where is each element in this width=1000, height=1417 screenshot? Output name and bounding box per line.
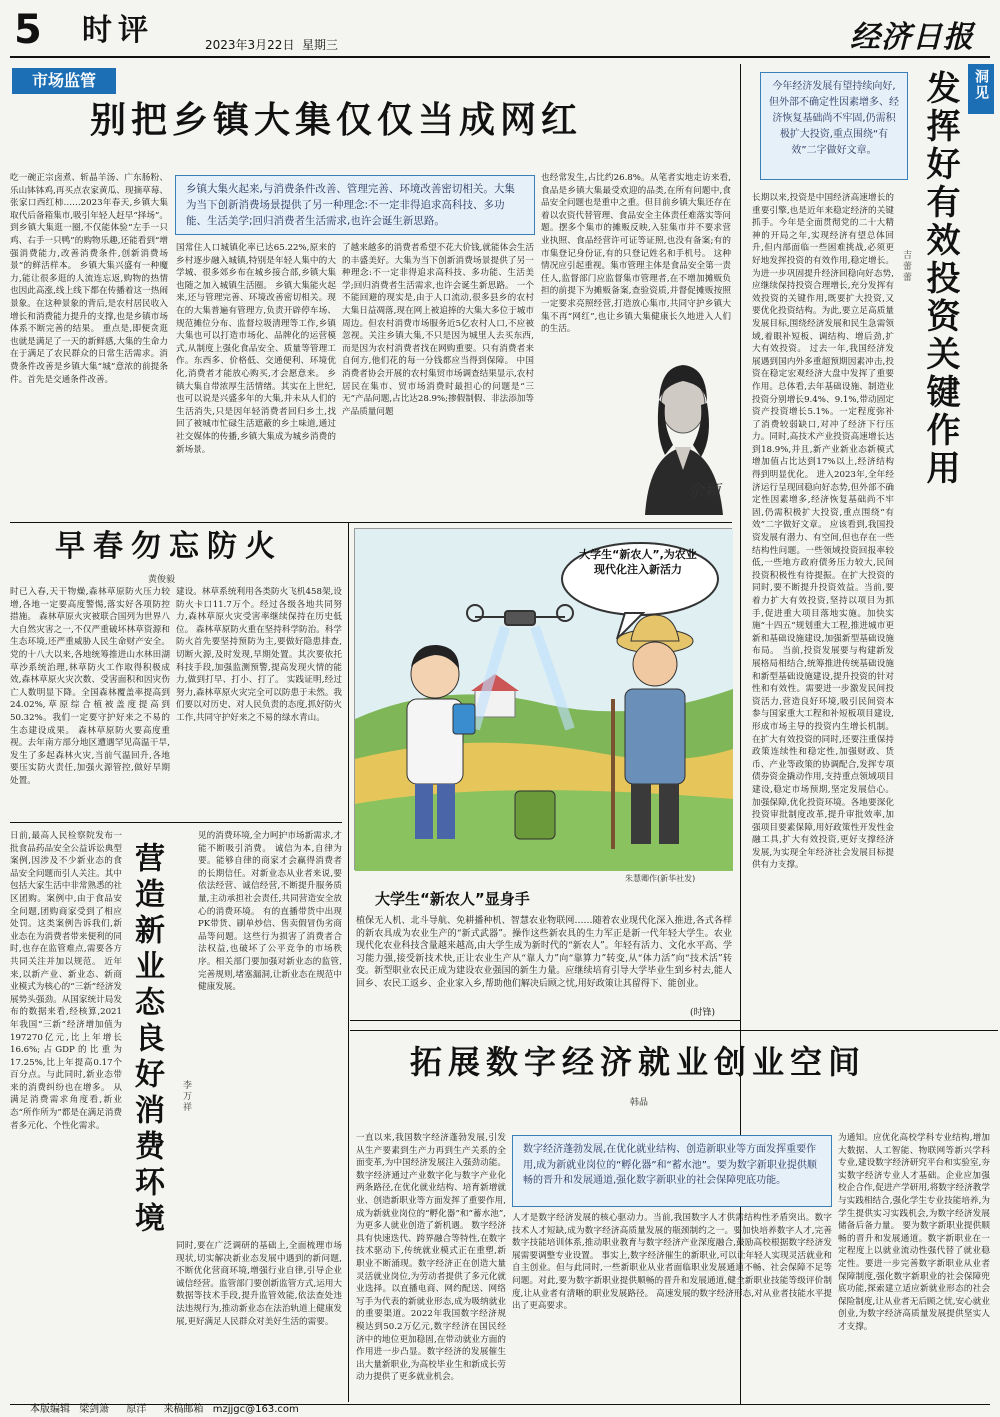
footer-editor: 梁剑箫 (79, 1404, 110, 1415)
article4-author: 韩晶 (630, 1098, 649, 1108)
cartoon-title: 大学生“新农人”显身手 (375, 890, 530, 908)
article4-summary-box (512, 1135, 832, 1207)
article2-col2: 建设。林草系统利用各类防火飞机458架,设防火卡口11.7万个。经过各级各地共同努力,森林草原火灾受害率继续保持在历史低位。 森林草原防火重在坚持科学防治。科学防火首先要坚持预防为主,要做好隐患排查,切断火源,及时发现,早期处置。其次要依托科技手段,加强监测预警,提高发现火情的能力,做到打早、打小、打了。 实践证明,经过努力,森林草原火灾完全可以防患于未然。我们要以对历史、对人民负责的态度,抓好防火工作,共同守护好来之不易的绿水青山。 (176, 587, 343, 723)
article1-col3: 了越来越多的消费者希望不花大价钱,就能体会生活的丰盛美好。大集为当下创新消费场景提供了另一种理念:不一定非得追求高科技、多功能、生活美学;回归消费者生活需求,也许会诞生新思路。 一个不能回避的现实是,由于人口流动,很多县乡的农村大集日益凋落,现在网上被追捧的大集大多位于城市周边。但农村消费市场服务近5亿农村人口,不应被忽视。关注乡镇大集,不只是因为城里人去买东西,而是因为农村消费者找在网购重要。只有消费者来自何方,他们花的每一分钱都应当得到保障。 中国消费者协会开展的农村集贸市场调查结果显示,农村居民在集市、贸市场消费时最担心的问题是“三无”产品问题,占比达28.9%;掺假制假、非法添加等产品质量问题 (342, 243, 535, 417)
article4-col3: 为通知。应优化高校学科专业结构,增加大数据、人工智能、物联网等新兴学科专业,建设数字经济研究平台和实验室,夯实数字经济专业人才基础。企业应加强校企合作,促进产学研用,将数字经济教学与实践相结合,强化学生专业技能培养,为学生提供实习实践机会,为数字经济发展储备后备力量。 要为数字新职业提供顺畅的晋升和发展通道。数字新职业在一定程度上以就业流动性强代替了就业稳定性。要进一步完善数字新职业从业者保障制度,强化数字新职业的社会保障兜底功能,探索建立适应新就业形态的社会保险制度,让从业者无后顾之忧,安心就业创业,为数字经济高质量发展提供坚实人才支撑。 (838, 1133, 990, 1332)
cartoon-caption: 植保无人机、北斗导航、免耕播种机、智慧农业物联网……随着农业现代化深入推进,各式各样的新农具成为农业生产的“新式武器”。操作这些新农具的生力军正是新一代年轻大学生。农业现代化农业科技含量越来越高,由大学生成为新时代的“新农人”。年轻有活力、文化水平高、学习能力强,接受新技术快,正让农业生产从“靠人力”向“靠算力”转变,从“体力活”向“技术活”转变。新型职业农民正成为建设农业强国的新生力量。应继续培育引导大学毕业生到乡村去,能人回乡、农民工返乡、企业家入乡,帮助他们解决后顾之忧,用好政策让其留得下、能创业。 (356, 916, 732, 989)
article1-col2: 国常住人口城镇化率已达65.22%,原来的乡村逐步融入城镇,特别是年轻人集中的大学城、很多郊乡布在城乡接合部,乡镇大集也随之加入城镇生活圈。 乡镇大集能火起来,还与管理完善、环境改善密切相关。现在的大集普遍有管理方,负责开辟停车场、规范摊位分布、监督垃圾清理等工作,乡镇大集也可以打造市场化、品牌化的运营模式,从制度上强化食品安全、质量等管理工作。东西多、价格低、交通便利、环境优化,消费者才能放心购买,才会愿意来。 乡镇大集自带浓厚生活情绪。其实在上世纪,也可以说是兴盛多年的大集,并未从人们的生活消失,只是因年轻消费者回归乡土,找回了被城市忙碌生活遮蔽的乡土味道,通过社交媒体的传播,乡镇大集成为城乡消费的新场景。 (176, 243, 336, 455)
article1-summary: 乡镇大集火起来,与消费条件改善、管理完善、环境改善密切相关。大集为当下创新消费场景提供了另一种理念:不一定非得追求高科技、多功能、生活美学;回归消费者生活需求,也许会诞生新思路。 (186, 183, 515, 227)
article3-col2: 见的消费环境,全力呵护市场新需求,才能不断吸引消费。 诚信为本,自律为要。能够自律的商家才会赢得消费者的长期信任。对新业态从业者来说,要依法经营、诚信经营,不断提升服务质量,主动承担社会责任,共同营造安全放心的消费环境。 有的直播带货中出现PK带货、刷单炒信、售卖假冒伪劣商品等问题。这些行为损害了消费者合法权益,也破坏了公平竞争的市场秩序。相关部门要加强对新业态的监管,完善规则,堵塞漏洞,让新业态在规范中健康发展。 (198, 831, 342, 993)
article1-col1: 吃一碗正宗卤煮、斩晶羊汤、广东肠粉、乐山钵钵鸡,再买点农家黄瓜、现摘草莓、张家口西红柿……2023年春天,乡镇大集取代后备箱集市,吸引年轻人赶早“择场”。到乡镇大集逛一圈,不仅能体验“左手一只鸡、右手一只鸭”的购物乐趣,还能看到“增强消费能力,改善消费条件,创新消费场景”的鲜活样本。 乡镇大集兴盛有一种魔力,能让很多逛的人流连忘返,购物的热情也因此高涨,线上线下都在传播着这一热闹景象。在这种景象的背后,是农村居民收入增长和消费能力提升的支撑,也是乡镇市场体系不断完善的结果。 重点是,即便贪逛也就是满足了一天的新鲜感,大集的生命力在于满足了农民群众的日常生活需求。消费条件改善是乡镇大集“城”意浓的前提条件。首先是交通条件改善。 (10, 173, 168, 385)
sidebar-box-text: 今年经济发展有望持续向好,但外部不确定性因素增多、经济恢复基础尚不牢固,仍需积极扩大投资,重点围绕“有效”二字做好文章。 (769, 81, 899, 156)
page-number: 5 (14, 7, 42, 53)
sidebar-headline: 发挥好有效投资关键作用 (920, 70, 960, 488)
article3-author: 李万祥 (181, 1080, 191, 1113)
sidebar-body: 长期以来,投资是中国经济高速增长的重要引擎,也是近年来稳定经济的关键抓手。今年是全面贯彻党的二十大精神的开局之年,实现经济有望总体回升,但内部面临一些困难挑战,必须更好地发挥投资的有效作用,稳定增长。为进一步巩固提升经济回稳向好态势,应继续保持投资合理增长,充分发挥有效投资的关键作用,既要扩大投资,又要优化投资结构。为此,要立足高质量发展目标,围绕经济发展和民生急需领域,着眼补短板、调结构、增后劲,扩大有效投资。 过去一年,我国经济发展遇到国内外多重超预期因素冲击,投资在稳定宏观经济大盘中发挥了重要作用。总体看,去年基础设施、制造业投资分别增长9.4%、9.1%,带动固定资产投资增长5.1%。一定程度弥补了消费较弱缺口,对冲了经济下行压力。同时,高技术产业投资高速增长达到18.9%,并且,新产业新业态新模式增加值占比达到17%以上,经济结构得到明显优化。 进入2023年,全年经济运行呈现回稳向好态势,但外部不确定性因素增多,经济恢复基础尚不牢固,仍需积极扩大投资,重点围绕“有效”二字做好文章。 应该看到,我国投资发展有潜力、有空间,但也存在一些结构性问题。一些领域投资回报率较低,一些地方政府债务压力较大,民间投资积极性有待提振。在扩大投资的同时,要不断提升投资效益。当前,要着力扩大有效投资,坚持以项目为抓手,促进重大项目落地实施。加快实施“十四五”规划重大工程,推进城市更新和基础设施建设,加强新型基础设施布局。 当前,投资发展要与构建新发展格局相结合,统筹推进传统基础设施和新型基础设施建设,提升投资的针对性和有效性。需要进一步激发民间投资活力,营造良好环境,吸引民间资本参与国家重大工程和补短板项目建设,形成市场主导的投资内生增长机制。 在扩大有效投资的同时,还要注重保持政策连续性和稳定性,加强财政、货币、产业等政策的协调配合,发挥专项债券资金撬动作用,支持重点领域项目建设,稳定市场预期,坚定发展信心。 加强保障,优化投资环境。各地要深化投资审批制度改革,提升审批效率,加强项目要素保障,用好政策性开发性金融工具,扩大有效投资,更好支撑经济发展,为实现全年经济社会发展目标提供有力支撑。 (752, 193, 894, 871)
issue-date: 2023年3月22日 (205, 38, 295, 52)
footer-email[interactable]: mzjjgc@163.com (212, 1404, 299, 1415)
article3-col2b (198, 1068, 342, 1238)
footer-mail-label: 来稿邮箱 (163, 1404, 204, 1415)
article3-col1: 日前,最高人民检察院发布一批食品药品安全公益诉讼典型案例,因涉及不少新业态的食品安全问题而引人关注。其中包括大家生活中非常熟悉的社区团购。案例中,由于食品安全问题,团购商家受到了相应处罚。这类案例告诉我们,新业态在为消费者带来便利的同时,也存在监管难点,需要各方共同关注并加以规范。 近年来,以新产业、新业态、新商业模式为核心的“三新”经济发展势头强劲。从国家统计局发布的数据来看,经核算,2021年我国“三新”经济增加值为197270亿元,比上年增长16.6%;占GDP的比重为17.25%,比上年提高0.17个百分点。与此同时,新业态带来的消费纠纷也在增多。 从满足消费需求角度看,新业态“所作所为”都是在满足消费者多元化、个性化需求。 (10, 831, 122, 1131)
cartoon-image (354, 528, 732, 870)
article2-col1: 时已入春,天干物燥,森林草原防火压力较增,各地一定要高度警惕,落实好各项防控措施。 森林草原火灾被联合国列为世界八大自然灾害之一,不仅严重破坏林草资源和生态环境,还严重威胁人民生命财产安全。党的十八大以来,各地统筹推进山水林田湖草沙系统治理,林草防火工作取得积极成效,森林草原火灾次数、受害面积和因灾伤亡人数明显下降。全国森林覆盖率提高到24.02%,草原综合植被盖度提高到50.32%。我们一定要守护好来之不易的生态建设成果。 森林草原防火要高度重视。去年南方部分地区遭遇罕见高温干旱,发生了多起森林火灾,当前气温回升,各地要压实防火责任,加强火源管控,做好早期处置。 (10, 587, 170, 786)
author-signature: 佘颖 (688, 481, 721, 500)
footer-editor-label: 本版编辑 (30, 1404, 70, 1415)
article1-headline: 别把乡镇大集仅仅当成网红 (90, 100, 583, 141)
article4-summary: 数字经济蓬勃发展,在优化就业结构、创造新职业等方面发挥重要作用,成为新就业岗位的“孵化器”和“蓄水池”。要为数字新职业提供顺畅的晋升和发展通道,强化数字新职业的社会保障兜底功能。 (523, 1144, 817, 1186)
article2-headline: 早春勿忘防火 (55, 529, 283, 564)
article3-headline: 营造新业态良好消费环境 (129, 842, 164, 1238)
article4-headline: 拓展数字经济就业创业空间 (410, 1043, 867, 1081)
article4-col1: 一直以来,我国数字经济蓬勃发展,引发从生产要素到生产力再到生产关系的全面变革,为中国经济发展注入强劲动能。数字经济通过产业数字化与数字产业化两条路径,在优化就业结构、培育新增就业、创造新职业等方面发挥了重要作用,成为新就业岗位的“孵化器”和“蓄水池”,为更多人就业创造了新机遇。 数字经济具有快速迭代、跨界融合等特性,在数字技术驱动下,传统就业模式正在重塑,新职业不断涌现。数字经济正在创造大量灵活就业岗位,为劳动者提供了多元化就业选择。以直播电商、网约配送、网络写手为代表的新就业形态,成为吸纳就业的重要渠道。2022年我国数字经济规模达到50.2万亿元,数字经济在国民经济中的地位更加稳固,在带动就业方面的作用进一步凸显。数字经济的发展催生出大量新职业,为高校毕业生和新成长劳动力提供了更多就业机会。 (356, 1133, 506, 1383)
footer-bar (30, 1404, 299, 1416)
sidebar-body-lower (752, 494, 988, 1054)
issue-weekday: 星期三 (302, 38, 339, 52)
article1-summary-box (175, 175, 535, 235)
paper-logo: 经济日报 (850, 20, 974, 55)
cartoon-credit: 朱慧卿作(新华社发) (625, 874, 696, 883)
footer-proof: 原洋 (126, 1404, 147, 1415)
sidebar-label (968, 64, 994, 114)
article1-col4-cont (541, 340, 631, 520)
section-title: 时评 (82, 13, 154, 48)
article1-col4: 也经常发生,占比约26.8%。从笔者实地走访来看,食品是乡镇大集最受欢迎的品类,在所有问题中,食品安全问题也是重中之重。但目前乡镇大集还存在着以农资代替管理、食品安全主体责任难落实等问题。摆多个集市的摊贩反映,入驻集市并不要求营业执照、食品经营许可证等证照,也没有备案;有的市集登记身份证,有的只登记姓名和手机号。 这种情况应引起重视。集市管理主体是食品安全第一责任人,监督部门应监督集市管理者,在不增加摊贩负担的前提下为摊贩备案,查验资质,并督促摊贩按照一定要求亮照经营,打造放心集市,共同守护乡镇大集不再“网红”,也让乡镇大集健康长久地进入人们的生活。 (541, 173, 731, 335)
article2-author: 黄俊毅 (148, 575, 176, 585)
sidebar-author: 吉蕾蕾 (901, 250, 911, 283)
sidebar-box (760, 72, 908, 180)
sidebar-label-text: 洞见 (973, 69, 989, 101)
caption-author: (时锋) (690, 1008, 716, 1018)
cartoon-bubble-text: 大学生“新农人”,为农业现代化注入新活力 (579, 548, 697, 576)
article3-col3: 同时,要在广泛调研的基础上,全面梳理市场现状,切实解决新业态发展中遇到的新问题,不断优化营商环境,增强行业自律,引导企业诚信经营。监管部门要创新监管方式,运用大数据等技术手段,提升监管效能,依法查处违法违规行为,推动新业态在法治轨道上健康发展,更好满足人民群众对美好生活的需要。 (176, 1241, 343, 1327)
column-tag: 市场监管 (12, 68, 116, 94)
article4-col2: 人才是数字经济发展的核心驱动力。当前,我国数字人才供需结构性矛盾突出。数字技术人才短缺,成为数字经济高质量发展的瓶颈制约之一。要加快培养数字人才,完善数字技能培训体系,推动职业教育与数字经济产业深度融合,鼓励高校根据数字经济发展需要调整专业设置。 事实上,数字经济催生的新职业,可以让年轻人实现灵活就业和自主创业。但与此同时,一些新职业从业者面临职业发展通道不畅、社会保障不足等问题。对此,要为数字新职业提供顺畅的晋升和发展通道,健全新职业技能等级评价制度,让从业者有清晰的职业发展路径。 高速发展的数字经济形态,对从业者技能水平提出了更高要求。 (512, 1213, 832, 1312)
